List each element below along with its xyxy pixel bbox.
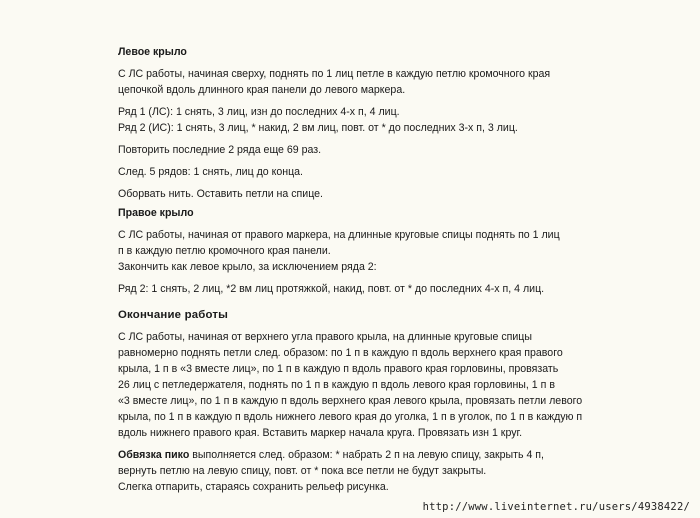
left-wing-next-rows: След. 5 рядов: 1 снять, лиц до конца. <box>118 166 303 178</box>
picot-line-1 <box>118 447 588 463</box>
left-wing-row-1: Ряд 1 (ЛС): 1 снять, 3 лиц, изн до последних 4-х п, 4 лиц. <box>118 106 400 118</box>
right-wing-title: Правое крыло <box>118 207 194 219</box>
finishing-line-6: крыла, по 1 п в каждую п вдоль нижнего левого края до уголка, 1 п в уголок, по 1 п в каждую п <box>118 411 583 423</box>
right-wing-intro-line-1: С ЛС работы, начиная от правого маркера, на длинные круговые спицы поднять по 1 лиц <box>118 229 560 241</box>
steam-instruction: Слегка отпарить, стараясь сохранить рельеф рисунка. <box>118 481 389 493</box>
left-wing-intro-line-1: С ЛС работы, начиная сверху, поднять по 1 лиц петле в каждую петлю кромочного края <box>118 68 551 80</box>
left-wing-title: Левое крыло <box>118 46 187 58</box>
left-wing-row-2: Ряд 2 (ИС): 1 снять, 3 лиц, * накид, 2 вм лиц, повт. от * до последних 3-х п, 3 лиц. <box>118 122 518 134</box>
finishing-title: Окончание работы <box>118 309 229 321</box>
right-wing-intro-line-2: п в каждую петлю кромочного края панели. <box>118 245 331 257</box>
finishing-line-3: крыла, 1 п в «3 вместе лиц», по 1 п в каждую п вдоль правого края горловины, провязать <box>118 363 559 375</box>
finishing-line-4: 26 лиц с петледержателя, поднять по 1 п в каждую п вдоль левого края горловины, 1 п в <box>118 379 555 391</box>
finishing-line-2: равномерно поднять петли след. образом: по 1 п в каждую п вдоль верхнего края правого <box>118 347 563 359</box>
picot-text: выполняется след. образом: * набрать 2 п на левую спицу, закрыть 4 п, <box>189 449 544 461</box>
document-content <box>118 44 588 495</box>
left-wing-cut: Оборвать нить. Оставить петли на спице. <box>118 188 323 200</box>
finishing-line-5: «3 вместе лиц», по 1 п в каждую п вдоль верхнего края левого крыла, провязать петли левого <box>118 395 583 407</box>
left-wing-intro-line-2: цепочкой вдоль длинного края панели до левого маркера. <box>118 84 406 96</box>
picot-label: Обвязка пико <box>118 449 190 461</box>
picot-line-2: вернуть петлю на левую спицу, повт. от * пока все петли не будут закрыты. <box>118 465 487 477</box>
right-wing-finish: Закончить как левое крыло, за исключением ряда 2: <box>118 261 377 273</box>
finishing-line-1: С ЛС работы, начиная от верхнего угла правого крыла, на длинные круговые спицы <box>118 331 532 343</box>
source-watermark: http://www.liveinternet.ru/users/4938422/ <box>422 501 690 513</box>
finishing-line-7: вдоль нижнего правого края. Вставить маркер начала круга. Провязать изн 1 круг. <box>118 427 523 439</box>
left-wing-repeat: Повторить последние 2 ряда еще 69 раз. <box>118 144 322 156</box>
right-wing-row-2: Ряд 2: 1 снять, 2 лиц, *2 вм лиц протяжкой, накид, повт. от * до последних 4-х п, 4 лиц. <box>118 283 545 295</box>
